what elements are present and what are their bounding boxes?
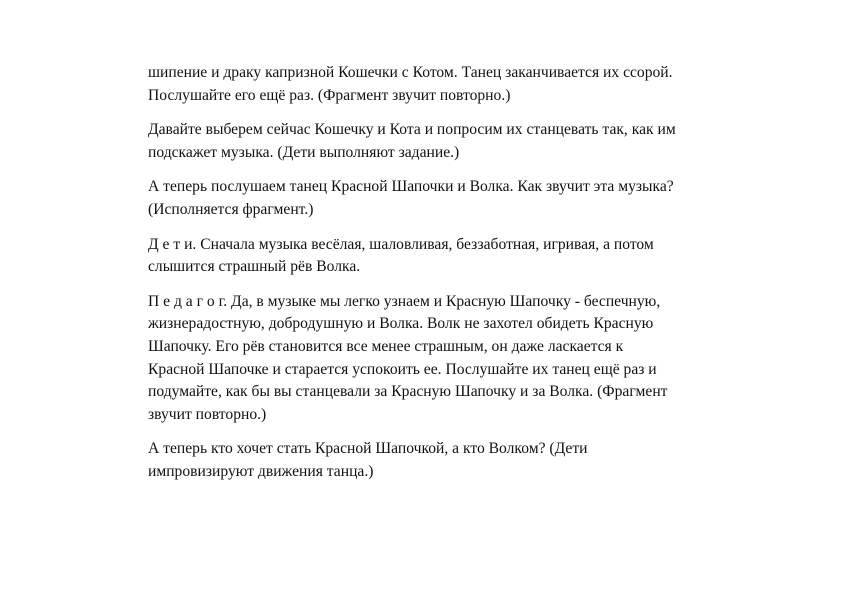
paragraph-5 bbox=[148, 291, 768, 427]
text-line: А теперь послушаем танец Красной Шапочки и Волка. Как звучит эта музыка? bbox=[148, 178, 674, 196]
text-line: (Исполняется фрагмент.) bbox=[148, 200, 314, 218]
text-line: А теперь кто хочет стать Красной Шапочкой, а кто Волком? (Дети bbox=[148, 440, 588, 458]
text-line: Красной Шапочке и старается успокоить ее. Послушайте их танец ещё раз и bbox=[148, 360, 657, 378]
text-line: подскажет музыка. (Дети выполняют задание.) bbox=[148, 143, 460, 161]
text-line: П е д а г о г. Да, в музыке мы легко узнаем и Красную Шапочку - беспечную, bbox=[148, 292, 661, 310]
paragraph-2 bbox=[148, 119, 768, 164]
text-line: Послушайте его ещё раз. (Фрагмент звучит повторно.) bbox=[148, 86, 511, 104]
text-line: Д е т и. Сначала музыка весёлая, шаловливая, беззаботная, игривая, а потом bbox=[148, 235, 654, 253]
text-line: Шапочку. Его рёв становится все менее страшным, он даже ласкается к bbox=[148, 337, 624, 355]
document-text bbox=[148, 62, 768, 496]
paragraph-6 bbox=[148, 438, 768, 483]
paragraph-1 bbox=[148, 62, 768, 107]
text-line: шипение и драку капризной Кошечки с Котом. Танец заканчивается их ссорой. bbox=[148, 64, 673, 81]
text-line: Давайте выберем сейчас Кошечку и Кота и попросим их станцевать так, как им bbox=[148, 121, 676, 139]
text-line: подумайте, как бы вы станцевали за Красную Шапочку и за Волка. (Фрагмент bbox=[148, 383, 668, 401]
text-line: звучит повторно.) bbox=[148, 405, 267, 423]
text-line: жизнерадостную, добродушную и Волка. Волк не захотел обидеть Красную bbox=[148, 315, 654, 333]
text-line: слышится страшный рёв Волка. bbox=[148, 258, 361, 276]
text-line: импровизируют движения танца.) bbox=[148, 462, 374, 480]
paragraph-3 bbox=[148, 176, 768, 221]
paragraph-4 bbox=[148, 234, 768, 279]
